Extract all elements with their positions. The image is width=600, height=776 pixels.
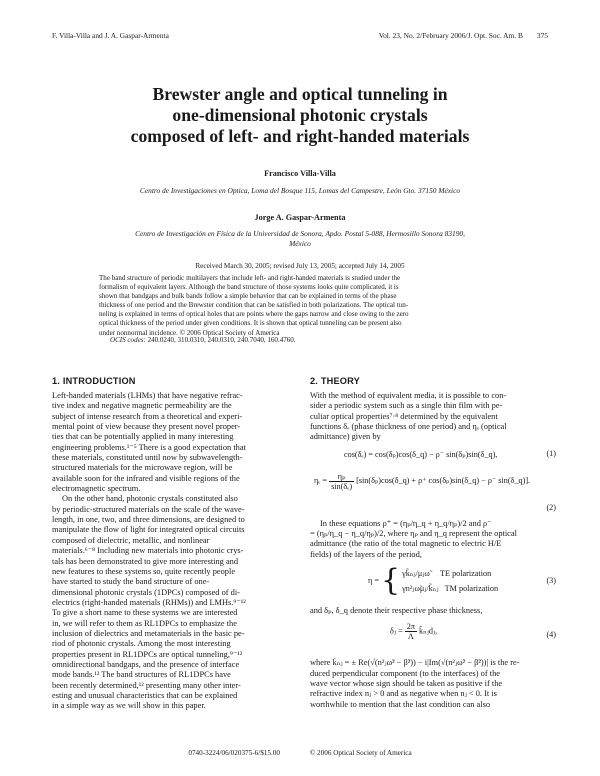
text-line: electromagnetic spectrum. (52, 484, 141, 494)
equation-4-number: (4) (546, 630, 556, 640)
text-line: wave vector whose sign should be taken as positive if the (310, 679, 503, 689)
text-line: Left-handed materials (LHMs) that have negative refrac- (52, 391, 243, 400)
text-line: and δₚ, δ_q denote their respective phase thickness, (310, 606, 483, 616)
text-line: riod of photonic crystals. Among the most interesting (52, 639, 231, 649)
author-name: Jorge A. Gaspar-Armenta (254, 213, 346, 222)
title-line: one-dimensional photonic crystals (172, 105, 428, 125)
text-line: materials.⁶⁻⁸ Including new materials into photonic crys- (52, 546, 244, 556)
abstract-line: neling is explained in terms of optical holes that are points where the gaps narrow and close owing to the zero (99, 310, 409, 319)
theory-text (310, 391, 556, 443)
text-line: culiar optical properties⁷·⁸ determined by the equivalent (310, 411, 498, 421)
theory-text (310, 658, 556, 710)
equation-2-lhs: ηₑ = (314, 475, 328, 485)
text-line: new features to these systems so, quite recently people (52, 566, 236, 576)
text-line: duced perpendicular component (to the interfaces) of the (310, 668, 500, 678)
text-line: With the method of equivalent media, it is possible to con- (310, 391, 507, 400)
text-line: omnidirectional bandgaps, and the presence of interface (52, 659, 240, 669)
affiliation-line: Centro de Investigaciones en Optica, Loma del Bosque 115, Lomas del Campestre, León Gto. 37150 México (139, 186, 461, 195)
running-head (52, 31, 548, 43)
section-heading-introduction: 1. INTRODUCTION (52, 376, 136, 386)
right-column (310, 376, 556, 710)
text-line: = (ηₚ/η_q − η_q/ηₚ)/2, where ηₚ and η_q represent the optical (310, 529, 517, 539)
title-line: Brewster angle and optical tunneling in (152, 84, 448, 104)
affiliation-line: Centro de Investigación en Física de la Universidad de Sonora, Apdo. Postal 5-088, Hermosillo Sonora 83190, (135, 229, 465, 238)
text-line: engineering problems.¹⁻⁵ There is a good expectation that (52, 442, 246, 452)
equation-2 (310, 471, 556, 503)
equation-2-denominator: sin(δₑ) (331, 481, 353, 491)
equation-3-label-tm: TM polarization (444, 584, 499, 594)
text-line: subject of intense research from a theoretical and experi- (52, 411, 243, 421)
text-line: admittance) given by (310, 432, 381, 442)
equation-4-numerator: 2π (406, 622, 415, 632)
equation-1 (310, 449, 556, 463)
equation-3-lhs: η = (368, 575, 379, 585)
theory-text (310, 519, 556, 560)
abstract-line: The band structure of periodic multilayers that include left- and right-handed materials is studied under the (99, 274, 401, 282)
text-line: been recently determined,¹² presenting many other inter- (52, 680, 241, 690)
text-line: worthwhile to mention that the last condition can also (310, 699, 491, 709)
equation-3-label-te: TE polarization (440, 569, 492, 579)
text-line: ties that can be potentially applied in many interesting (52, 432, 234, 442)
text-line: esting and unusual characteristics that can be explained (52, 690, 238, 700)
equation-2-number-row (310, 503, 556, 515)
abstract-line: under nonnormal incidence. © 2006 Optical Society of America (99, 328, 280, 337)
author-name: Francisco Villa-Villa (264, 169, 336, 178)
copyright: © 2006 Optical Society of America (309, 749, 412, 757)
equation-3-case-te: γk̃ₙⱼ/μⱼω̃ (402, 569, 430, 579)
text-line: functions δₑ (phase thickness of one period) and ηₑ (optical (310, 422, 507, 432)
left-brace: { (381, 563, 401, 599)
ocis-codes (110, 336, 296, 344)
text-line: refractive index nⱼ > 0 and as negative when nⱼ < 0. It is (310, 689, 497, 699)
equation-1-expression: cos(δₑ) = cos(δₚ)cos(δ_q) − ρ⁻ sin(δₚ)sin(δ_q), (344, 449, 498, 459)
abstract (99, 274, 501, 338)
text-line: by periodic-structured materials on the scale of the wave- (52, 504, 245, 514)
equation-4-fraction (405, 622, 417, 641)
equation-4-lhs: δⱼ = (390, 626, 403, 636)
text-line: sider a periodic system such as a single thin film with pe- (310, 401, 503, 411)
abstract-line: thickness of one period and the Brewster condition that can be satisfied in both polarizations. The optical tun- (99, 301, 409, 310)
text-line: these materials, constituted until now by subwavelength- (52, 453, 243, 463)
text-line: in a simple way as we will show in this paper. (52, 701, 206, 711)
text-line: tals has been demonstrated to give more interesting and (52, 556, 239, 566)
abstract-line: shown that bandgaps and bulk bands follow a simple behavior that can be explained in terms of the phase (99, 292, 397, 301)
equation-2-number: (2) (546, 502, 556, 512)
page-footer (0, 749, 600, 757)
affiliation-line: México (289, 239, 311, 248)
text-line: length, in one, two, and three dimensions, are designed to (52, 515, 245, 525)
running-head-authors: F. Villa-Villa and J. A. Gaspar-Armenta (52, 31, 169, 40)
equation-3-cases (402, 566, 498, 596)
text-line: composed of dielectric, metallic, and nonlinear (52, 535, 210, 545)
text-line: have started to study the band structure of one- (52, 577, 210, 587)
page-number: 375 (536, 31, 548, 40)
running-head-journal: Vol. 23, No. 2/February 2006/J. Opt. Soc. Am. B (378, 31, 523, 40)
abstract-line: optical thickness of the period under given conditions. It is shown that optical tunneling can be present also (99, 319, 402, 328)
text-line: In these equations ρ⁺ = (ηₚ/η_q + η_q/ηₚ)/2 and ρ⁻ (320, 518, 492, 528)
equation-3 (310, 564, 556, 602)
text-line: in, we will refer to them as RL1DPCs to emphasize the (52, 618, 237, 628)
text-line: tive index and negative magnetic permeability are the (52, 401, 232, 411)
text-line: dimensional photonic crystals (1DPCs) composed of di- (52, 587, 240, 597)
left-column (52, 376, 298, 712)
text-line: where k̃ₙⱼ = ± Re(√(n²ⱼω̃² − β̃²)) − i|Im(√(n²ⱼω̃² − β̃²))| is the re- (310, 658, 520, 668)
text-line: available soon for the infrared and visible regions of the (52, 473, 240, 483)
equation-2-rhs: [sin(δₚ)cos(δ_q) + ρ⁺ cos(δₚ)sin(δ_q) − ρ⁻ sin(δ_q)]. (356, 475, 531, 485)
text-line: On the other hand, photonic crystals constituted also (62, 494, 238, 504)
text-line: inclusion of dielectrics and metamaterials in the basic pe- (52, 628, 245, 638)
equation-1-number: (1) (546, 448, 556, 458)
abstract-line: formalism of equivalent layers. Although the band structure of those systems looks quite complicated, it is (99, 283, 399, 292)
title-line: composed of left- and right-handed materials (130, 126, 470, 146)
article-title (60, 84, 540, 147)
equation-3-case-tm: γn²ⱼω̃μⱼ/k̃ₙⱼ (402, 584, 439, 594)
received-dates: Received March 30, 2005; revised July 13, 2005; accepted July 14, 2005 (195, 262, 405, 270)
equation-4 (310, 622, 556, 654)
text-line: To give a short name to these systems we are interested (52, 608, 238, 618)
text-line: electrics (right-handed materials (RHMs)) and LMHs.⁹⁻¹² (52, 597, 246, 607)
author-affiliation (80, 186, 520, 196)
text-line: admittance (the ratio of the total magnetic to electric H/E (310, 539, 502, 549)
text-line: structured materials for the microwave region, will be (52, 463, 233, 473)
text-line: properties present in RL1DPCs are optical tunneling,⁹⁻¹² (52, 649, 243, 659)
author-affiliation (80, 229, 520, 249)
ocis-code-list: 240.0240, 310.0310, 240.0310, 240.7040, 160.4760. (147, 336, 296, 344)
equation-2-fraction (329, 471, 354, 491)
equation-4-rhs: k̃ₙⱼdⱼ, (419, 626, 438, 636)
equation-2-numerator: ηₚ (329, 471, 354, 482)
introduction-text (52, 391, 298, 712)
theory-text (310, 606, 556, 616)
ocis-label: OCIS codes: (110, 336, 146, 344)
text-line: manipulate the flow of light for integrated optical circuits (52, 525, 245, 535)
text-line: mode bands.¹² The band structures of RL1DPCs have (52, 670, 231, 680)
section-heading-theory: 2. THEORY (310, 376, 360, 386)
text-line: fields) of the layers of the period, (310, 549, 422, 559)
equation-4-denominator: Λ (407, 632, 414, 642)
text-line: mental point of view because they present novel proper- (52, 422, 241, 432)
equation-3-number: (3) (546, 576, 556, 586)
article-code: 0740-3224/06/020375-6/$15.00 (188, 749, 280, 757)
